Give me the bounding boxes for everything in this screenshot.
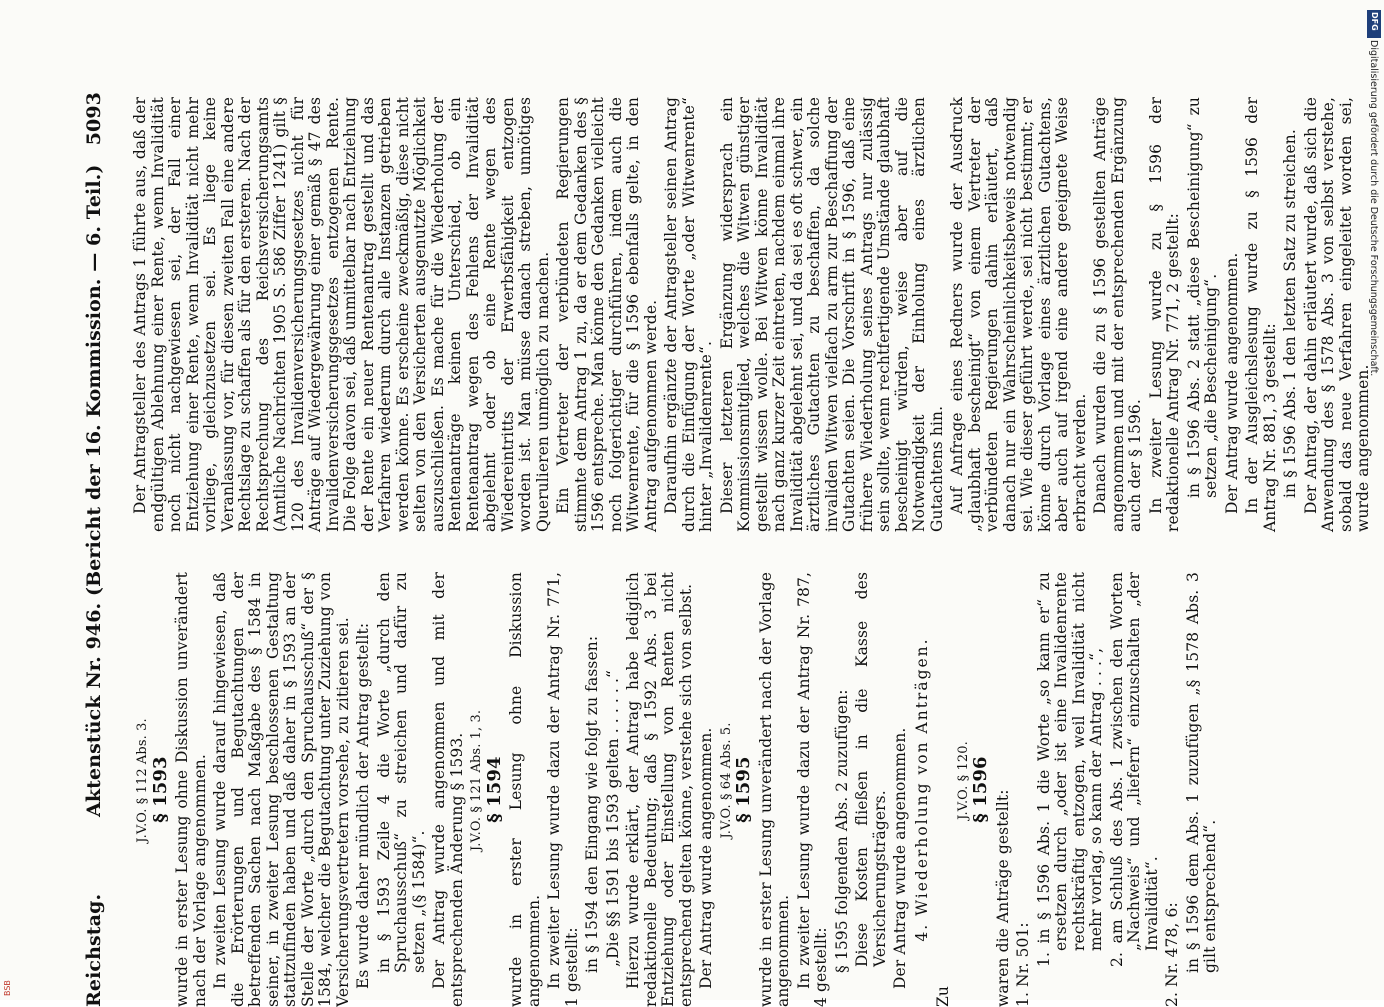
section-heading: § 1594 bbox=[483, 756, 505, 823]
law-reference: J.V.O. § 120. bbox=[955, 741, 971, 820]
library-mark-text: BSB bbox=[3, 980, 12, 996]
paragraph: wurde in erster Lesung unverändert nach der Vorlage angenommen. bbox=[756, 572, 793, 1007]
left-text-column bbox=[132, 572, 1220, 1007]
motion-text: § 1595 folgenden Abs. 2 zuzufügen: bbox=[832, 689, 851, 973]
page-number: 5093 bbox=[83, 92, 105, 146]
right-text-column bbox=[131, 97, 1372, 532]
library-mark bbox=[3, 966, 15, 996]
paragraph: 1. Nr. 501: bbox=[1014, 922, 1033, 1007]
paragraph: Der Antragsteller des Antrags 1 führte aus, daß der endgültigen Ablehnung einer Rente, wenn Invalidität noch nicht nachgewiesen sei, der Fall einer Entziehung einer Rente, wenn Invalidität nicht mehr vorliege, gleichzusetzen sei. Es liege keine Veranlassung vor, für diesen zweiten Fall eine andere Rechtslage zu schaffen als für den ersteren. Nach der Rechtsprechung des Reichsversicherungsamts (Amtliche Nachrichten 1905 S. 586 Ziffer 1241) gilt § 120 des Invalidenversicherungsgesetzes nicht für Anträge auf Wiedergewährung einer gemäß § 47 des Invalidenversicherungsgesetzes entzogenen Rente. Die Folge davon sei, daß unmittelbar nach Entziehung der Rente ein neuer Rentenantrag gestellt und das Verfahren wiederum durch alle Instanzen getrieben werden könne. Es erscheine zweckmäßig, diese nicht selten von den Versicherten ausgenutzte Möglichkeit auszuschließen. Es mache für die Wiederholung der Rentenanträge keinen Unterschied, ob ein Rentenantrag wegen des Fehlens der Invalidität abgelehnt oder ob eine Rente wegen des Wiedereintritts der Erwerbsfähigkeit entzogen worden ist. Man müsse danach streben, unnötiges Querulieren unmöglich zu machen. bbox=[131, 97, 552, 532]
paragraph: In zweiter Lesung wurde zu § 1596 der redaktionelle Antrag Nr. 771, 2 gestellt: bbox=[1146, 97, 1182, 532]
paragraph: In zweiter Lesung wurde dazu der Antrag Nr. 771, 1 gestellt: bbox=[545, 572, 581, 1007]
paragraph: Ein Vertreter der verbündeten Regierungen stimmte dem Antrag 1 zu, da er dem Gedanken des § 1596 entspreche. Man könne den Gedanken vielleicht noch folgerichtiger durchführen, indem auch die Witwenrente, für die § 1596 ebenfalls gelte, in den Antrag aufgenommen werde. bbox=[554, 97, 660, 532]
motion-text: in § 1594 den Eingang wie folgt zu fassen: bbox=[583, 635, 602, 973]
paragraph: wurde in erster Lesung ohne Diskussion unverändert nach der Vorlage angenommen. bbox=[173, 572, 209, 1007]
paragraph: Der Antrag wurde angenommen und mit der entsprechenden Änderung § 1593. bbox=[430, 572, 466, 1007]
section-heading: § 1593 bbox=[149, 756, 171, 823]
paragraph: Hierzu wurde erklärt, der Antrag habe lediglich redaktionelle Bedeutung; daß § 1592 Abs. 3 bei Entziehung oder Einstellung von Renten nicht entsprechend gelten könne, verstehe sich von selbst. bbox=[624, 572, 695, 1007]
paragraph: In zweiter Lesung wurde dazu der Antrag Nr. 787, 4 gestellt: bbox=[794, 572, 831, 1007]
quoted-text: „Die §§ 1591 bis 1593 gelten . . . . . .“ bbox=[603, 669, 622, 967]
motion-item: 1. in § 1596 Abs. 1 die Worte „so kann er“ zu ersetzen durch „oder ist eine Invalidenrente rechtskräftig entzogen, weil Invalidität nicht mehr vorlag, so kann der Antrag . . .“, bbox=[1034, 572, 1106, 967]
paragraph: Der Antrag, der dahin erläutert wurde, daß sich die Anwendung des § 1578 Abs. 3 von selbst verstehe, sobald das neue Verfahren eingeleitet worden sei, wurde angenommen. bbox=[1301, 97, 1372, 532]
paragraph: Daraufhin ergänzte der Antragsteller seinen Antrag durch die Einfügung der Worte „oder Witwenrente“ hinter „Invalidenrente“. bbox=[662, 97, 715, 532]
paragraph: Der Antrag wurde angenommen. bbox=[891, 727, 910, 989]
credit-text: Digitalisierung gefördert durch die Deutsche Forschungsgemeinschaft. bbox=[1368, 40, 1379, 377]
header-title: Aktenstück Nr. 946. (Bericht der 16. Kommission. — 6. Teil.) bbox=[83, 164, 105, 817]
paragraph: Danach wurden die zu § 1596 gestellten Anträge angenommen und mit der entsprechenden Ergänzung auch der § 1596. bbox=[1091, 97, 1144, 532]
running-head bbox=[84, 92, 112, 1007]
quoted-text: Diese Kosten fließen in die Kasse des Versicherungsträgers. bbox=[853, 572, 889, 967]
section-heading: § 1596 bbox=[970, 756, 992, 823]
paragraph: Der Antrag wurde angenommen. bbox=[697, 727, 716, 989]
subsection-heading: 4. Wiederholung von Anträgen. bbox=[912, 637, 931, 942]
dfg-logo: DFG bbox=[1367, 10, 1381, 38]
header-left: Reichstag. bbox=[83, 893, 105, 1007]
paragraph: Der Antrag wurde angenommen. bbox=[1222, 252, 1241, 514]
digitization-credit bbox=[1366, 40, 1380, 940]
paragraph: Zu bbox=[934, 986, 953, 1007]
section-heading: § 1595 bbox=[733, 756, 755, 823]
paragraph: In der Ausgleichslesung wurde zu § 1596 der Antrag Nr. 881, 3 gestellt: bbox=[1243, 97, 1279, 532]
motion-text: in § 1593 Zeile 4 die Worte „durch den Spruchausschuß“ zu streichen und dafür zu setzen „(§ 1584)“. bbox=[374, 572, 428, 973]
paragraph: waren die Anträge gestellt: bbox=[993, 789, 1012, 1007]
motion-text: in § 1596 Abs. 1 den letzten Satz zu streichen. bbox=[1281, 129, 1299, 498]
motion-text: in § 1596 Abs. 2 statt „diese Bescheinigung“ zu setzen „die Bescheinigung“. bbox=[1184, 97, 1220, 498]
rotated-document-page bbox=[83, 92, 1372, 1007]
law-reference: J.V.O. § 121 Abs. 1, 3. bbox=[469, 709, 485, 852]
paragraph: Auf Anfrage eines Redners wurde der Ausdruck „glaubhaft bescheinigt“ von einem Vertreter der verbündeten Regierungen dahin erläutert, daß danach nur ein Wahrscheinlichkeitsbeweis notwendig sei. Wie dieser geführt werde, sei nicht bestimmt; er könne durch Vorlage eines ärztlichen Gutachtens, aber auch auf irgend eine andere geeignete Weise erbracht werden. bbox=[948, 97, 1089, 532]
motion-text: in § 1596 dem Abs. 1 zuzufügen „§ 1578 Abs. 3 gilt entsprechend“. bbox=[1183, 572, 1220, 973]
paragraph: Dieser letzteren Ergänzung widersprach ein Kommissionsmitglied, welches die Witwen günstiger gestellt wissen wolle. Bei Witwen könne Invalidität nach ganz kurzer Zeit eintreten, nachdem einmal ihre Invalidität abgelehnt sei, und da sei es oft schwer, ein ärztliches Gutachten zu beschaffen, da solche invaliden Witwen vielfach zu arm zur Beschaffung der Gutachten seien. Die Vorschrift in § 1596, daß eine frühere Wiederholung seines Antrags nur zulässig sein sollte, wenn rechtfertigende Umstände glaubhaft bescheinigt würden, weise aber auf die Notwendigkeit der Einholung eines ärztlichen Gutachtens hin. bbox=[717, 97, 946, 532]
paragraph: In zweiten Lesung wurde darauf hingewiesen, daß die Erörterungen und Begutachtungen der betreffenden Sachen nach Maßgabe des § 1584 in seiner, in zweiter Lesung beschlossenen Gestaltung stattzufinden haben und daß daher in § 1593 an der Stelle der Worte „durch den Spruchausschuß“ der § 1584, welcher die Begutachtung unter Zuziehung von Versicherungsvertretern vorsehe, zu zitieren sei. bbox=[211, 572, 352, 1007]
law-reference: J.V.O. § 112 Abs. 3. bbox=[135, 718, 150, 843]
paragraph: 2. Nr. 478, 6: bbox=[1163, 902, 1182, 1007]
law-reference: J.V.O. § 64 Abs. 5. bbox=[718, 722, 734, 839]
motion-item: 2. am Schluß des Abs. 1 zwischen den Worten „Nachweis“ und „liefern“ einzuschalten „der Invalidität“. bbox=[1107, 572, 1161, 967]
paragraph: wurde in erster Lesung ohne Diskussion angenommen. bbox=[507, 572, 543, 1007]
paragraph: Es wurde daher mündlich der Antrag gestellt: bbox=[354, 622, 373, 989]
